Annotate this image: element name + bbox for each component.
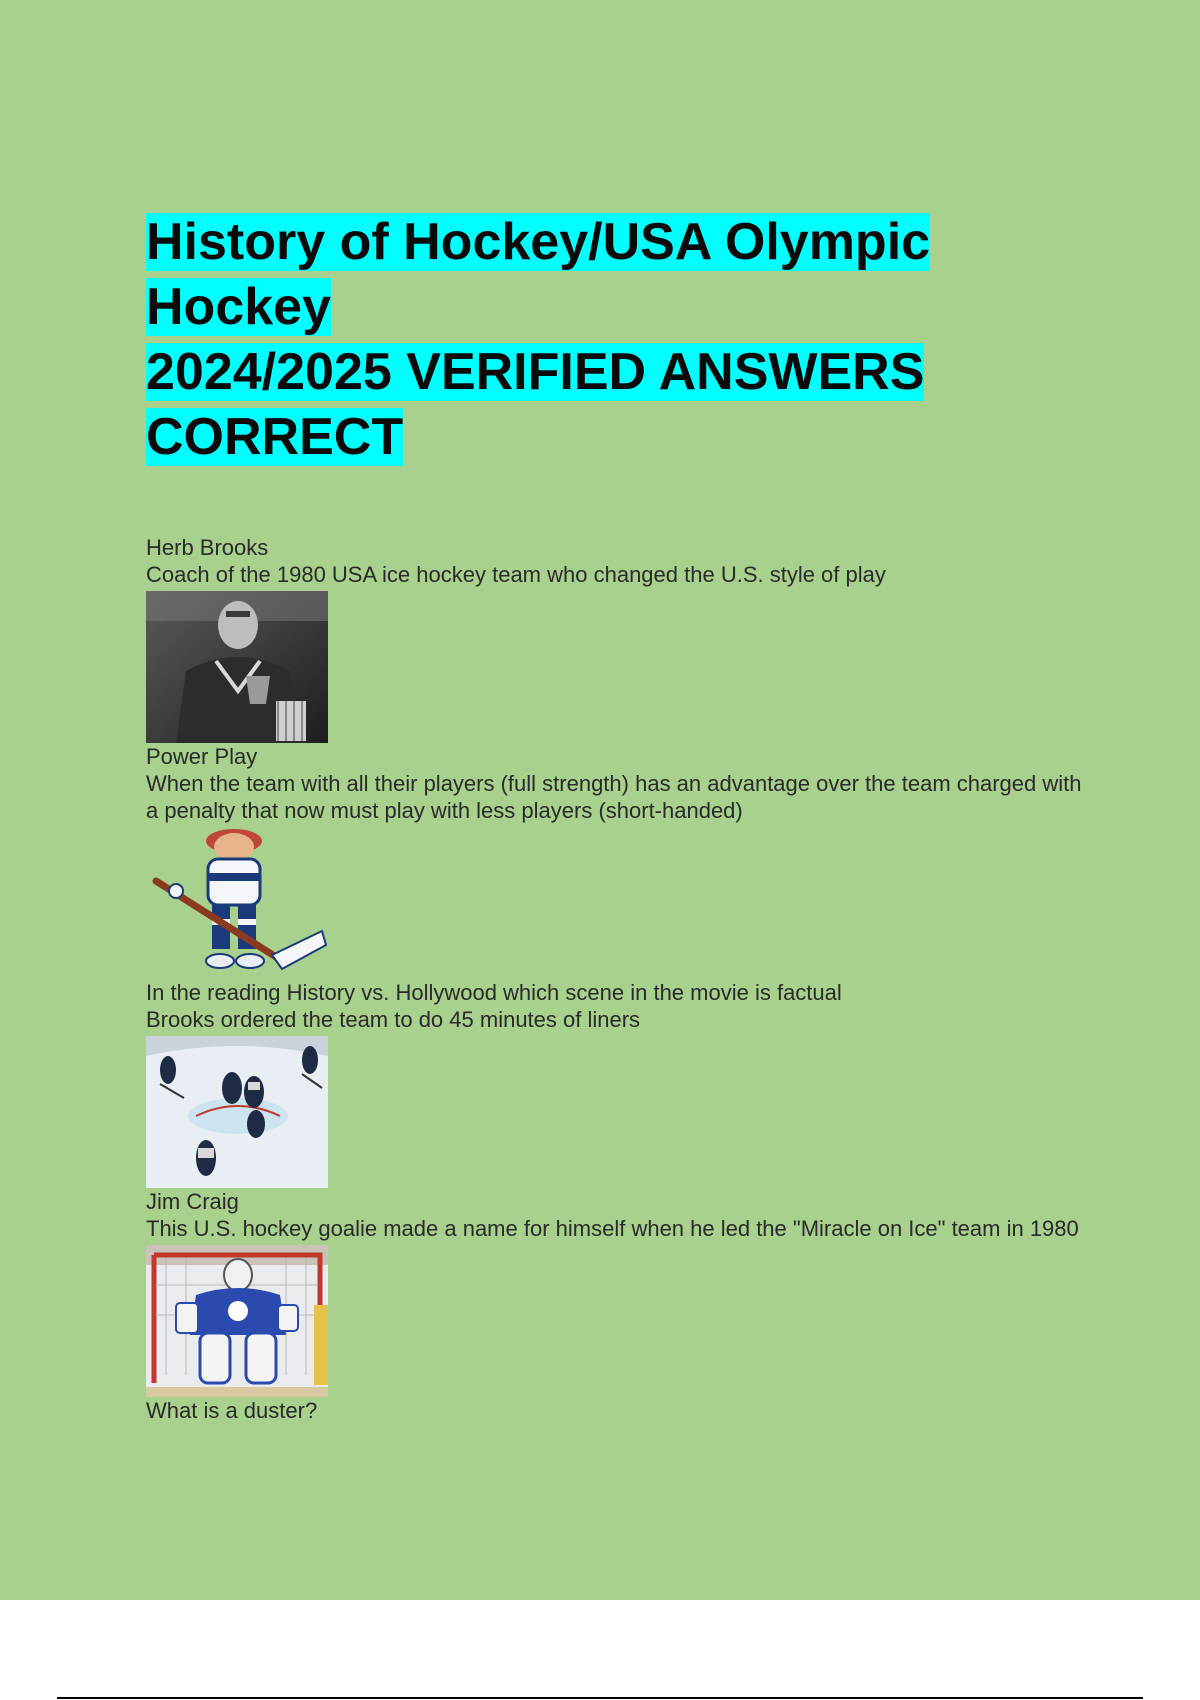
content-column [146, 210, 1096, 1424]
card-definition: This U.S. hockey goalie made a name for himself when he led the "Miracle on Ice" team in 1980 [146, 1216, 1079, 1241]
flashcard [146, 743, 1096, 979]
hockey-game-photo [146, 1036, 328, 1188]
hockey-cartoon-player [146, 827, 328, 979]
title-line: Hockey [146, 278, 331, 336]
flashcard [146, 979, 1096, 1188]
title-line: 2024/2025 VERIFIED ANSWERS [146, 343, 925, 401]
card-term: Jim Craig [146, 1189, 239, 1214]
flashcard [146, 1188, 1096, 1397]
flashcard [146, 534, 1096, 743]
last-question: What is a duster? [146, 1398, 318, 1423]
flashcard-list [146, 534, 1096, 1424]
document-title [146, 210, 1096, 470]
title-line: CORRECT [146, 408, 404, 466]
coach-photo [146, 591, 328, 743]
card-definition: Brooks ordered the team to do 45 minutes of liners [146, 1007, 641, 1032]
footer-divider [57, 1697, 1143, 1699]
card-term: Power Play [146, 744, 258, 769]
goalie-photo [146, 1245, 328, 1397]
card-definition: Coach of the 1980 USA ice hockey team who changed the U.S. style of play [146, 562, 886, 587]
card-term: Herb Brooks [146, 535, 269, 560]
card-term: In the reading History vs. Hollywood which scene in the movie is factual [146, 980, 842, 1005]
card-definition: When the team with all their players (full strength) has an advantage over the team charged with a penalty that now must play with less players (short-handed) [146, 771, 1082, 823]
title-line: History of Hockey/USA Olympic [146, 213, 931, 271]
